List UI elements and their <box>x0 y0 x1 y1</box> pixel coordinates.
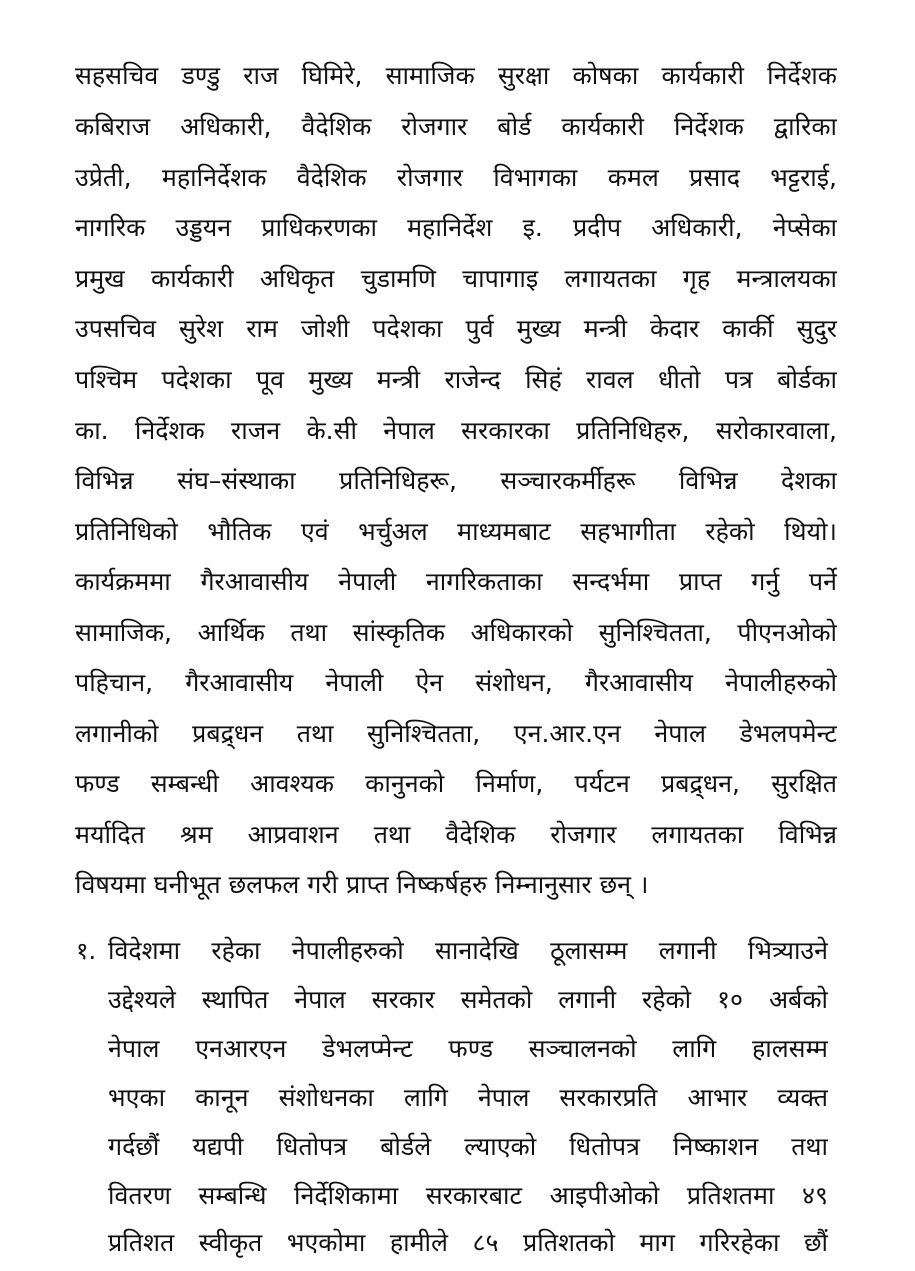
paragraph-line: सहसचिव डण्डु राज घिमिरे, सामाजिक सुरक्षा कोषका कार्यकारी निर्देशक <box>75 61 837 90</box>
list-item-line: वितरण सम्बन्धि निर्देशिकामा सरकारबाट आइपीओको प्रतिशतमा ४९ <box>108 1181 828 1210</box>
paragraph-line: उप्रेती, महानिर्देशक वैदेशिक रोजगार विभागका कमल प्रसाद भट्टराई, <box>75 163 837 192</box>
list-item-line: नेपाल एनआरएन डेभलप्मेन्ट फण्ड सञ्चालनको लागि हालसम्म <box>108 1034 828 1063</box>
paragraph-line: फण्ड सम्बन्धी आवश्यक कानुनको निर्माण, पर्यटन प्रबद्र्धन, सुरक्षित <box>75 769 837 798</box>
list-item-line: भएका कानून संशोधनका लागि नेपाल सरकारप्रति आभार व्यक्त <box>108 1083 828 1112</box>
paragraph-line: उपसचिव सुरेश राम जोशी पदेशका पुर्व मुख्य मन्त्री केदार कार्की सुदुर <box>75 314 837 343</box>
list-item-number: १. <box>76 937 97 965</box>
paragraph-line: मर्यादित श्रम आप्रवाशन तथा वैदेशिक रोजगार लगायतका विभिन्न <box>75 820 837 849</box>
paragraph-line: कबिराज अधिकारी, वैदेशिक रोजगार बोर्ड कार्यकारी निर्देशक द्वारिका <box>75 112 837 141</box>
list-item-line: उद्देश्यले स्थापित नेपाल सरकार समेतको लगानी रहेको १० अर्बको <box>108 985 828 1014</box>
paragraph-line: सामाजिक, आर्थिक तथा सांस्कृतिक अधिकारको सुनिश्चितता, पीएनओको <box>75 618 837 647</box>
paragraph-line: प्रतिनिधिको भौतिक एवं भर्चुअल माध्यमबाट सहभागीता रहेको थियो। <box>75 517 837 546</box>
list-item-line: विदेशमा रहेका नेपालीहरुको सानादेखि ठूलासम्म लगानी भित्र्याउने <box>108 936 828 965</box>
paragraph-line: विभिन्न संघ–संस्थाका प्रतिनिधिहरू, सञ्चारकर्मीहरू विभिन्न देशका <box>75 466 837 495</box>
paragraph-line: का. निर्देशक राजन के.सी नेपाल सरकारका प्रतिनिधिहरु, सरोकारवाला, <box>75 416 837 445</box>
paragraph-line: पहिचान, गैरआवासीय नेपाली ऐन संशोधन, गैरआवासीय नेपालीहरुको <box>75 668 837 697</box>
list-item-line: गर्दछौं यद्यपी धितोपत्र बोर्डले ल्याएको धितोपत्र निष्काशन तथा <box>108 1132 828 1161</box>
paragraph-line: विषयमा घनीभूत छलफल गरी प्राप्त निष्कर्षहरु निम्नानुसार छन् । <box>75 870 649 899</box>
paragraph-line: पश्चिम पदेशका पूव मुख्य मन्त्री राजेन्द सिहं रावल धीतो पत्र बोर्डका <box>75 365 837 394</box>
paragraph-line: लगानीको प्रबद्र्धन तथा सुनिश्चितता, एन.आर.एन नेपाल डेभलपमेन्ट <box>75 719 837 748</box>
paragraph-line: नागरिक उड्डयन प्राधिकरणका महानिर्देश इ. प्रदीप अधिकारी, नेप्सेका <box>75 213 837 242</box>
paragraph-line: कार्यक्रममा गैरआवासीय नेपाली नागरिकताका सन्दर्भमा प्राप्त गर्नु पर्ने <box>75 567 837 596</box>
list-item-line: प्रतिशत स्वीकृत भएकोमा हामीले ८५ प्रतिशतको माग गरिरहेका छौं <box>108 1228 828 1257</box>
paragraph-line: प्रमुख कार्यकारी अधिकृत चुडामणि चापागाइ लगायतका गृह मन्त्रालयका <box>75 264 837 293</box>
